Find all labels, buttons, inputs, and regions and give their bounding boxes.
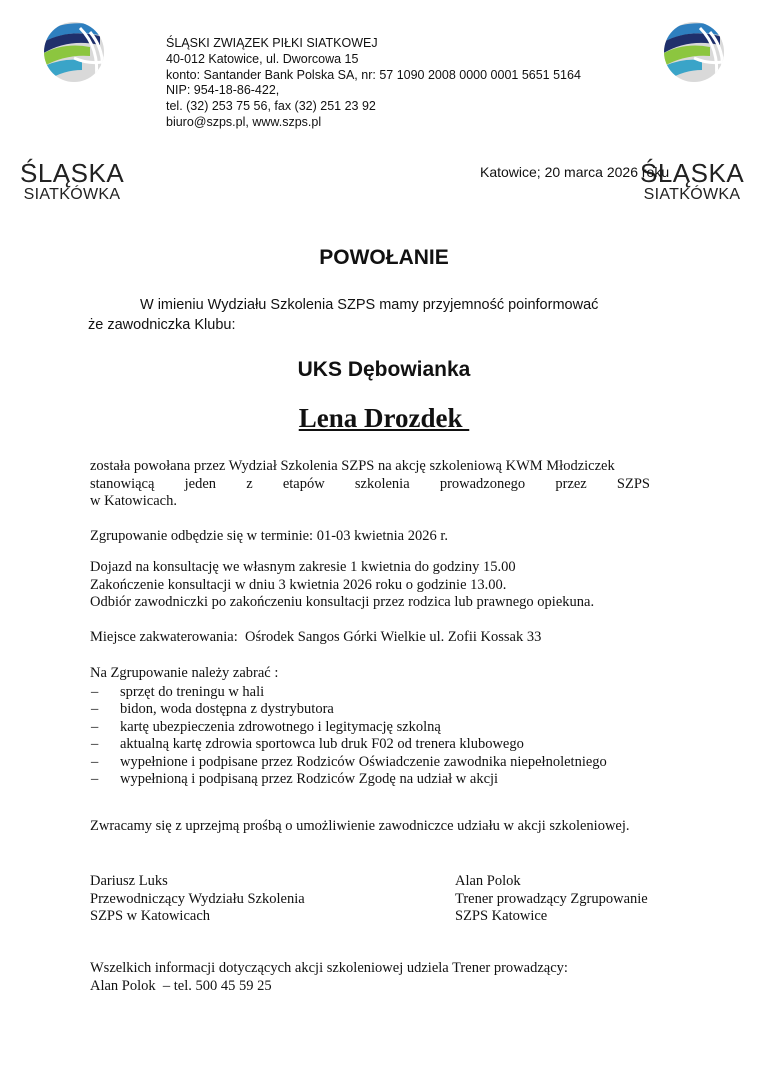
logistics-paragraph [90,559,680,612]
org-nip: NIP: 954-18-86-422, [166,83,280,98]
end-line: Zakończenie konsultacji w dniu 3 kwietnia 2026 roku o godzinie 13.00. [90,576,507,593]
camp-dates: Zgrupowanie odbędzie się w terminie: 01-03 kwietnia 2026 r. [90,528,448,544]
accommodation-label: Miejsce zakwaterowania: [90,629,238,645]
club-name: UKS Dębowianka [297,358,471,381]
list-item: – wypełnione i podpisane przez Rodziców Oświadczenie zawodnika niepełnoletniego [90,754,680,772]
signature-right-org: SZPS Katowice [455,908,548,924]
signature-right-role: Trener prowadzący Zgrupowanie [455,890,648,907]
list-item: – kartę ubezpieczenia zdrowotnego i legitymację szkolną [90,719,680,737]
org-email-web: biuro@szps.pl, www.szps.pl [166,114,322,129]
signature-left-org: SZPS w Katowicach [90,908,211,924]
accommodation-value: Ośrodek Sangos Górki Wielkie ul. Zofii Kossak 33 [245,629,542,645]
volleyball-icon [20,14,124,86]
organization-header [166,36,581,131]
signature-right [455,873,648,926]
org-address: 40-012 Katowice, ul. Dworcowa 15 [166,51,359,66]
org-phone-fax: tel. (32) 253 75 56, fax (32) 251 23 92 [166,99,376,114]
document-title: POWOŁANIE [319,246,449,269]
list-item: – aktualną kartę zdrowia sportowca lub druk F02 od trenera klubowego [90,736,680,754]
intro-paragraph [88,295,688,335]
footer-contact [90,960,680,995]
closing-paragraph: Zwracamy się z uprzejmą prośbą o umożliwienie zawodniczce udziału w akcji szkoleniowej. [90,818,630,834]
signature-right-name: Alan Polok [455,873,521,889]
called-line3: w Katowicach. [90,493,177,509]
arrival-line: Dojazd na konsultację we własnym zakresie 1 kwietnia do godziny 15.00 [90,559,516,575]
accommodation [90,629,680,647]
slaska-siatkowka-logo-right [640,14,745,203]
player-name: Lena Drozdek [298,403,470,433]
called-line2: stanowiącą jeden z etapów szkolenia prowadzonego przez SZPS [90,475,650,492]
called-paragraph [90,458,680,511]
called-line1: została powołana przez Wydział Szkolenia SZPS na akcję szkoleniową KWM Młodziczek [90,458,615,474]
bring-list [90,684,680,790]
document-date: Katowice; 20 marca 2026 roku [480,164,670,180]
intro-line1: W imieniu Wydziału Szkolenia SZPS mamy przyjemność poinformować [140,297,599,313]
footer-line1: Wszelkich informacji dotyczących akcji szkoleniowej udziela Trener prowadzący: [90,960,568,976]
signature-left-role: Przewodniczący Wydziału Szkolenia [90,890,305,907]
pickup-line: Odbiór zawodniczki po zakończeniu konsultacji przez rodzica lub prawnego opiekuna. [90,594,595,610]
intro-line2: że zawodniczka Klubu: [88,317,236,333]
volleyball-icon [640,14,744,86]
signature-left-name: Dariusz Luks [90,873,168,889]
bring-intro: Na Zgrupowanie należy zabrać : [90,665,279,681]
list-item: – bidon, woda dostępna z dystrybutora [90,701,680,719]
org-name: ŚLĄSKI ZWIĄZEK PIŁKI SIATKOWEJ [166,36,378,50]
bring-section [90,665,680,789]
list-item: – sprzęt do treningu w hali [90,684,680,702]
org-bank-account: konto: Santander Bank Polska SA, nr: 57 1090 2008 0000 0001 5651 5164 [166,67,581,82]
footer-line2: Alan Polok – tel. 500 45 59 25 [90,977,272,994]
slaska-siatkowka-logo-left [20,14,125,203]
logo-line1: ŚLĄSKA [20,158,125,188]
signature-left [90,873,305,926]
logo-line1: ŚLĄSKA [640,158,745,188]
list-item: – wypełnioną i podpisaną przez Rodziców Zgodę na udział w akcji [90,771,680,789]
logo-line2: SIATKÓWKA [643,186,741,203]
logo-line2: SIATKÓWKA [23,186,121,203]
